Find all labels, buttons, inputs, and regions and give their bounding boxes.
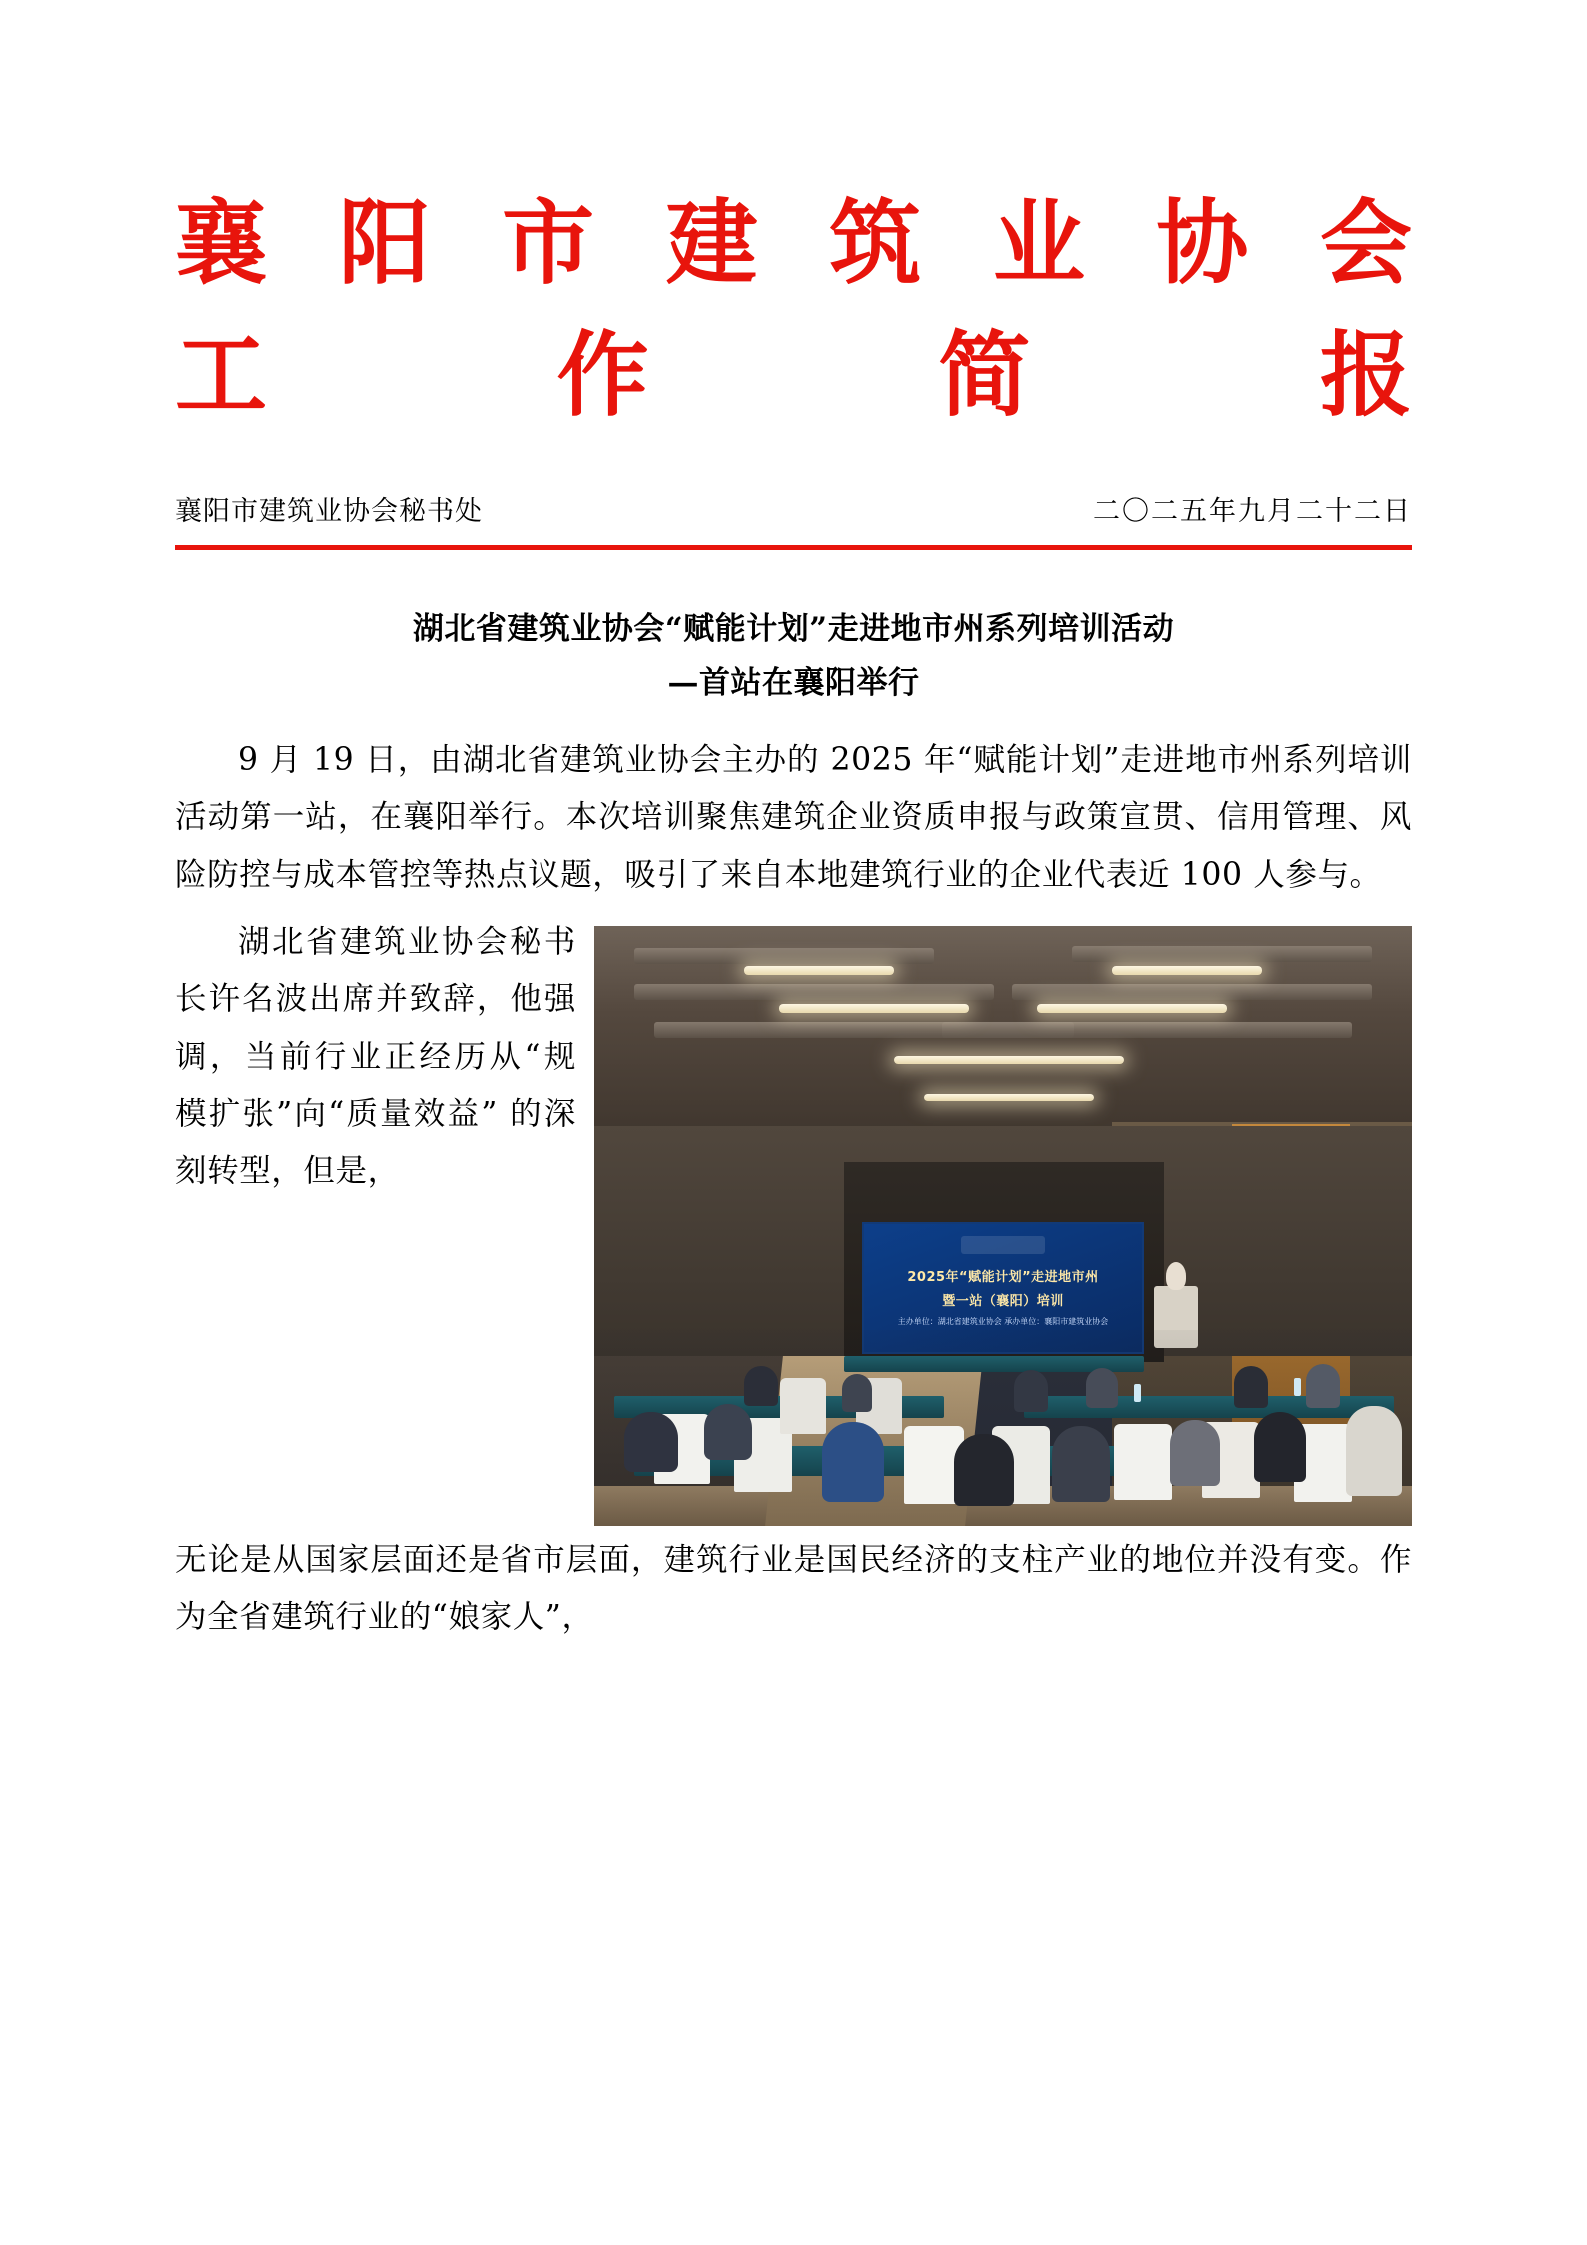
photo-attendee (1234, 1366, 1268, 1408)
photo-ceiling-light (1037, 1004, 1227, 1013)
masthead-title-char: 建 (665, 189, 758, 297)
article-title-line1: 湖北省建筑业协会“赋能计划”走进地市州系列培训活动 (412, 610, 1175, 647)
photo-ceiling-light (779, 1004, 969, 1013)
screen-subtitle: 主办单位：湖北省建筑业协会 承办单位：襄阳市建筑业协会 (897, 1316, 1109, 1326)
article-title (175, 602, 1412, 711)
masthead-title-char: 简 (938, 320, 1031, 429)
photo-attendee (744, 1366, 778, 1406)
meeting-photo (594, 926, 1412, 1526)
article-paragraph-1: 9 月 19 日，由湖北省建筑业协会主办的 2025 年“赋能计划”走进地市州系列培训活动第一站，在襄阳举行。本次培训聚焦建筑企业资质申报与政策宣贯、信用管理、风险防控与成本管控等热点议题，吸引了来自本地建筑行业的企业代表近 100 人参与。 (175, 742, 1412, 893)
masthead-title-char: 工 (175, 320, 268, 429)
article-title-line2: —首站在襄阳举行 (667, 664, 920, 701)
photo-ceiling-beam (634, 948, 934, 964)
article (175, 602, 1412, 1647)
masthead-title-char: 会 (1319, 189, 1412, 297)
masthead-title-char: 协 (1156, 189, 1249, 297)
masthead-title-char: 作 (556, 320, 649, 429)
photo-ceiling-light (744, 966, 894, 975)
masthead-title-char: 报 (1319, 320, 1412, 429)
masthead (175, 0, 1412, 550)
masthead-title-line1 (175, 185, 1412, 303)
photo-attendee (1254, 1412, 1306, 1482)
photo-ceiling-beam (942, 1022, 1352, 1038)
masthead-title-char: 筑 (829, 189, 922, 297)
photo-attendee (1306, 1364, 1340, 1408)
photo-attendee (822, 1422, 884, 1502)
photo-attendee (1170, 1420, 1220, 1486)
masthead-title-line2 (175, 317, 1412, 435)
photo-chair (1114, 1424, 1172, 1500)
masthead-meta (175, 489, 1412, 528)
masthead-title (175, 185, 1412, 435)
masthead-title-char: 业 (992, 189, 1085, 297)
photo-attendee (1086, 1368, 1118, 1408)
photo-ceiling-light (894, 1056, 1124, 1064)
screen-title-line2: 暨一站（襄阳）培训 (942, 1293, 1064, 1309)
article-paragraph-3: 无论是从国家层面还是省市层面，建筑行业是国民经济的支柱产业的地位并没有变。作为全省建筑行业的“娘家人”， (175, 1541, 1412, 1636)
photo-chair (780, 1378, 826, 1434)
photo-ceiling-light (1112, 966, 1262, 975)
photo-speaker (1166, 1262, 1186, 1290)
issuer-label: 襄阳市建筑业协会秘书处 (175, 495, 483, 527)
masthead-title-char: 阳 (338, 189, 431, 297)
masthead-title-char: 襄 (175, 189, 268, 297)
photo-bottle (1134, 1384, 1141, 1402)
photo-attendee (1052, 1426, 1110, 1502)
article-body-with-photo (175, 914, 1412, 1647)
screen-title-line1: 2025年“赋能计划”走进地市州 (907, 1269, 1099, 1285)
photo-ceiling-beam (1072, 946, 1372, 962)
photo-ceiling-beam (634, 984, 994, 1000)
photo-ceiling-light (924, 1094, 1094, 1101)
photo-attendee (954, 1434, 1014, 1506)
masthead-divider (175, 545, 1412, 550)
photo-attendee (624, 1412, 678, 1472)
photo-attendee (704, 1404, 752, 1460)
photo-attendee (842, 1374, 872, 1412)
screen-logo (961, 1236, 1045, 1254)
photo-attendee (1346, 1406, 1402, 1496)
article-paragraph-2: 湖北省建筑业协会秘书长许名波出席并致辞，他强调，当前行业正经历从“规模扩张”向“质量效益” 的深刻转型，但是， (175, 923, 576, 1190)
issue-date: 二〇二五年九月二十二日 (1093, 495, 1412, 527)
photo-attendee (1014, 1370, 1048, 1412)
photo-ceiling-beam (1012, 984, 1372, 1000)
masthead-title-char: 市 (502, 189, 595, 297)
photo-bottle (1294, 1378, 1301, 1396)
